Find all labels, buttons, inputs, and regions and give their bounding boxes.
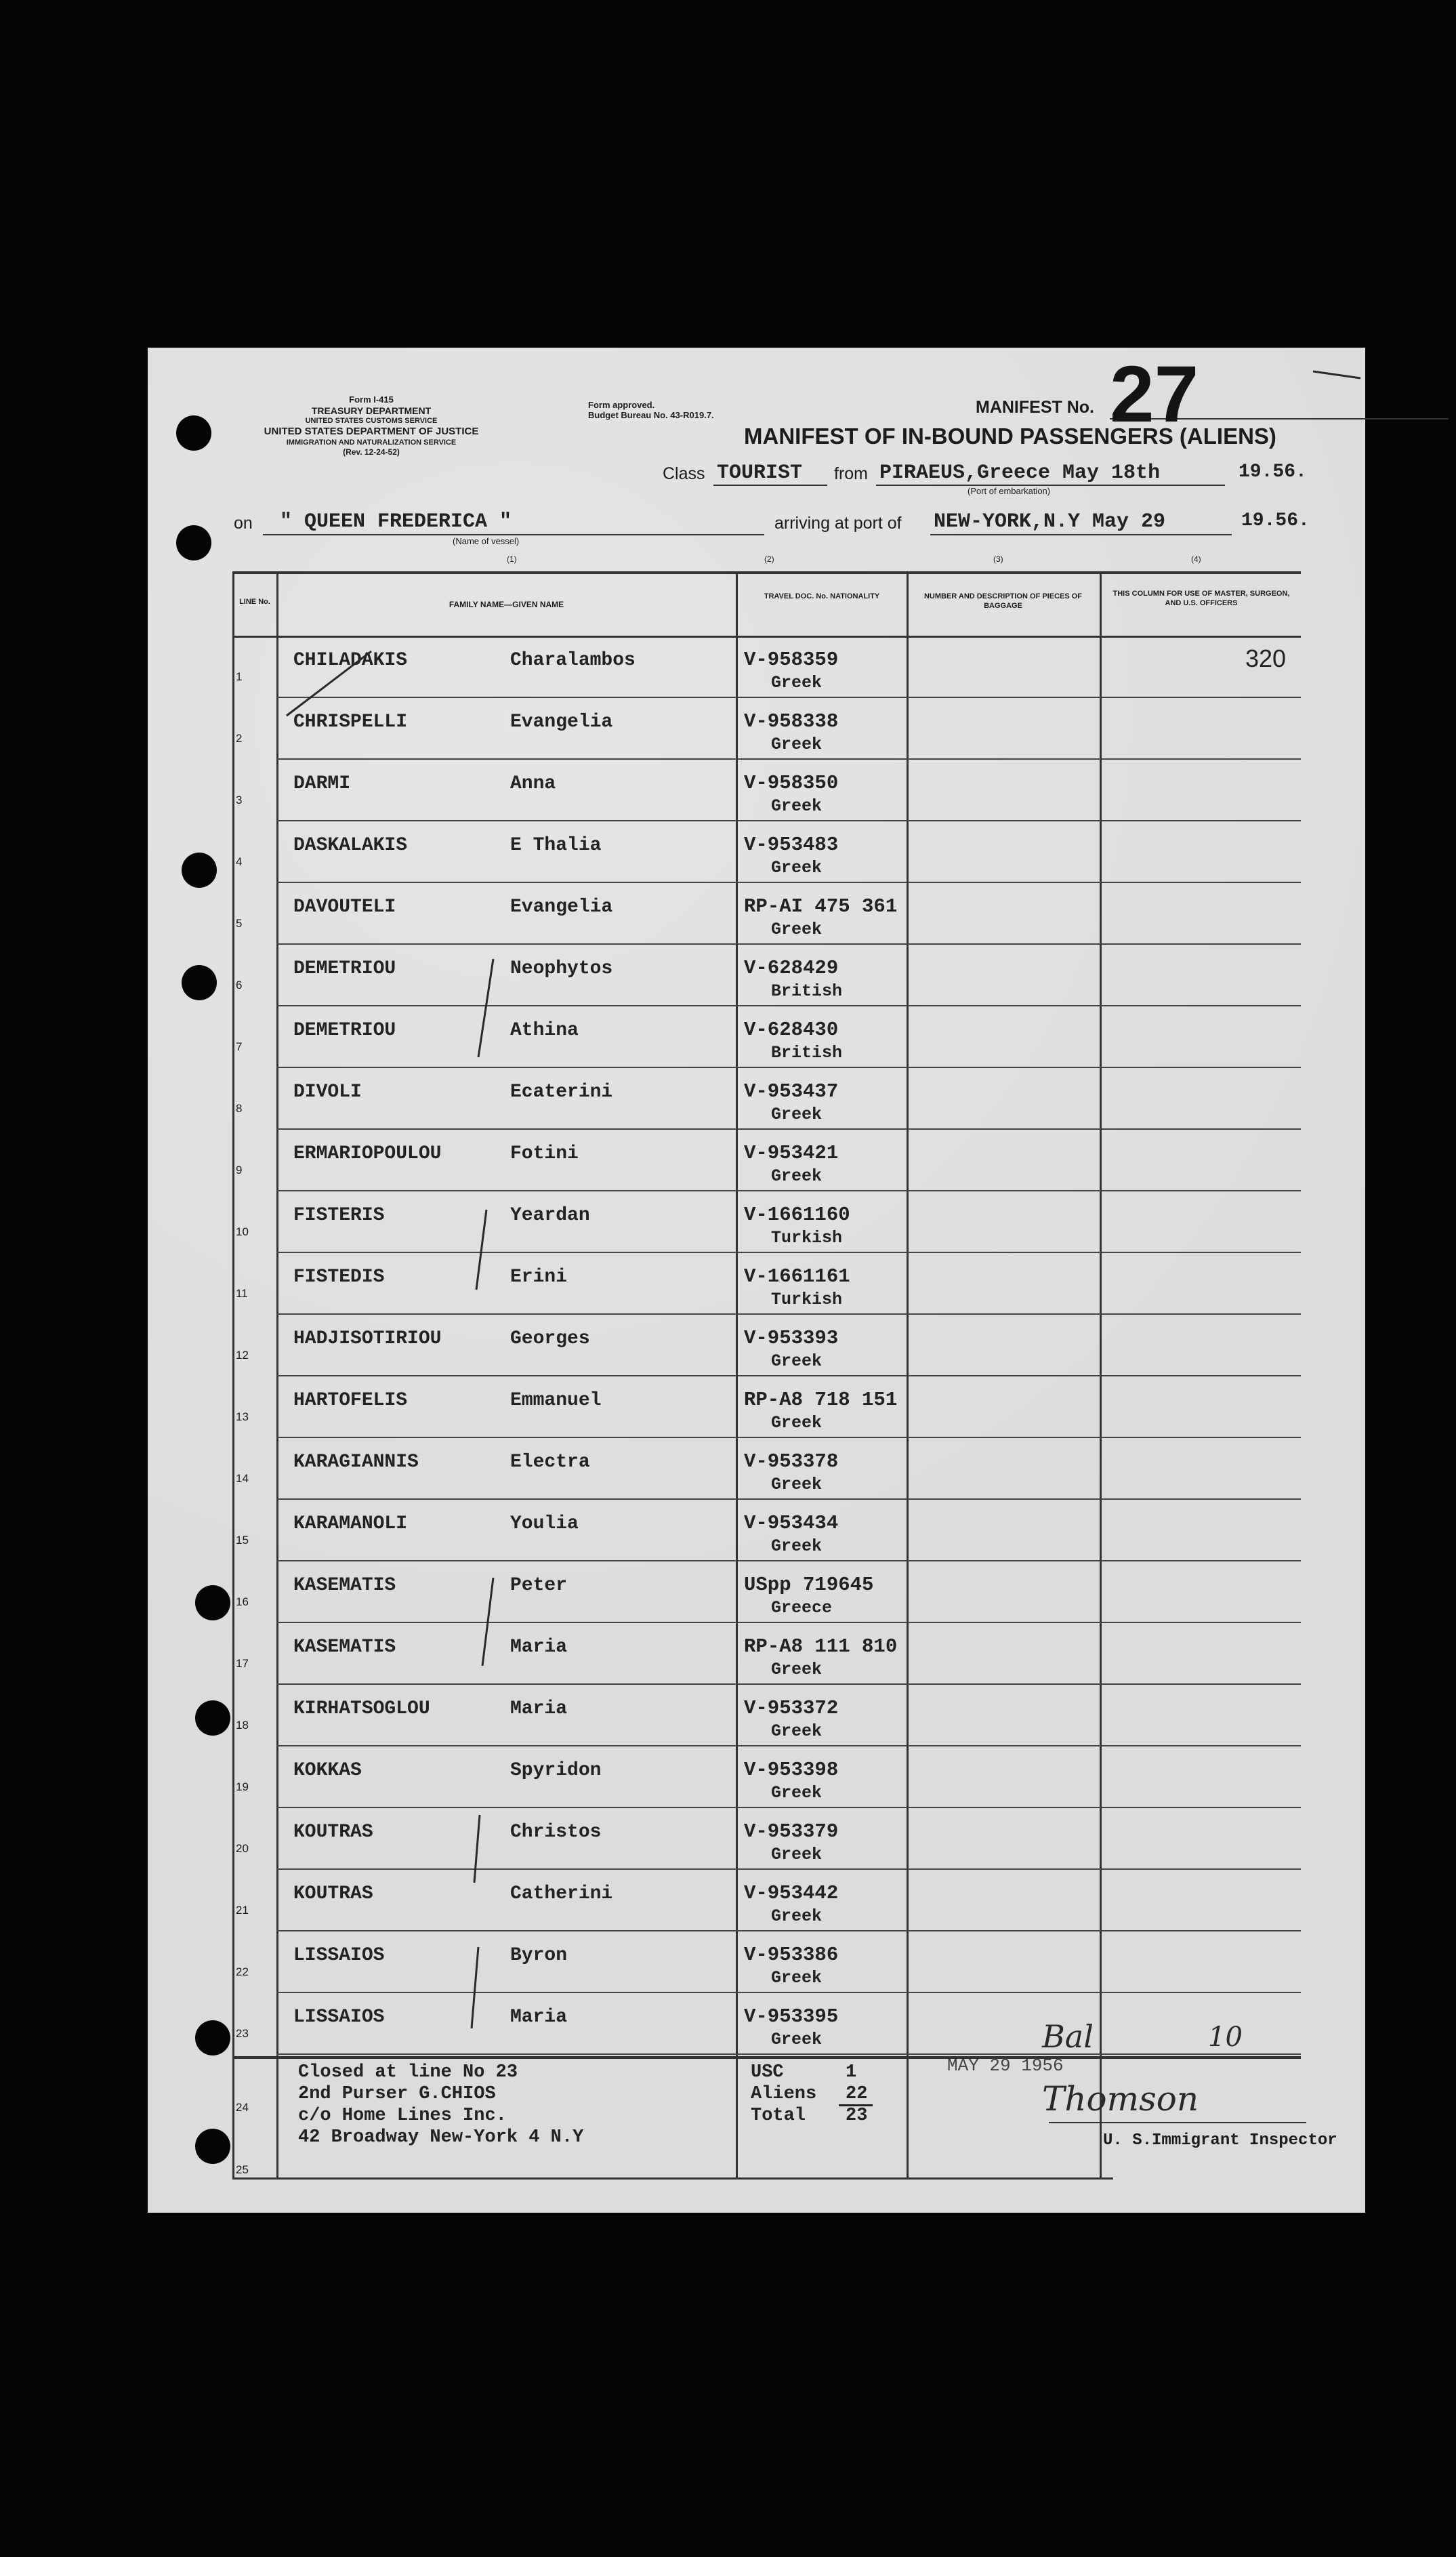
treasury-dept: TREASURY DEPARTMENT (311, 405, 432, 416)
travel-doc-number: V-1661161 (744, 1265, 850, 1288)
vessel-name: " QUEEN FREDERICA " (280, 510, 512, 533)
vessel-caption: (Name of vessel) (453, 536, 520, 546)
travel-doc-number: RP-AI 475 361 (744, 895, 898, 918)
totals-value-aliens: 22 (846, 2084, 868, 2104)
given-name: Fotini (510, 1143, 579, 1164)
family-name: KARAGIANNIS (293, 1452, 419, 1473)
line-number: 19 (236, 1780, 249, 1793)
class-label: Class (663, 464, 705, 483)
family-name: KASEMATIS (293, 1575, 396, 1596)
family-name: KOUTRAS (293, 1883, 373, 1904)
nationality: Greek (771, 1968, 823, 1988)
line-number: 9 (236, 1164, 243, 1177)
nationality: Greek (771, 735, 823, 754)
year-two: 19.56. (1241, 510, 1310, 531)
travel-doc-number: V-953393 (744, 1327, 839, 1349)
travel-doc-number: USpp 719645 (744, 1574, 874, 1596)
nationality: Greek (771, 1351, 823, 1371)
nationality: Greece (771, 1598, 833, 1618)
travel-doc-number: V-953379 (744, 1820, 839, 1843)
nationality: Turkish (771, 1228, 843, 1248)
totals-label-usc: USC (751, 2062, 784, 2083)
on-label: on (234, 514, 253, 533)
travel-doc-number: V-953434 (744, 1512, 839, 1534)
family-name: CHRISPELLI (293, 712, 408, 733)
manifest-sheet (148, 348, 1365, 2213)
given-name: Maria (510, 1637, 568, 1658)
given-name: Charalambos (510, 650, 636, 671)
travel-doc-number: V-953437 (744, 1080, 839, 1103)
travel-doc-number: V-1661160 (744, 1204, 850, 1226)
family-name: KOKKAS (293, 1760, 362, 1781)
inspector-title: U. S.Immigrant Inspector (1103, 2131, 1337, 2150)
col-number-1: (1) (507, 554, 517, 564)
line-number: 21 (236, 1904, 249, 1917)
travel-doc-number: V-628429 (744, 957, 839, 979)
closing-line-3: c/o Home Lines Inc. (298, 2106, 507, 2126)
col-number-3: (3) (993, 554, 1003, 564)
family-name: FISTERIS (293, 1205, 385, 1226)
travel-doc-number: V-953372 (744, 1697, 839, 1719)
family-name: LISSAIOS (293, 2007, 385, 2028)
bal-note: Bal (1042, 2018, 1094, 2055)
given-name: Maria (510, 2007, 568, 2028)
totals-label-aliens: Aliens (751, 2084, 817, 2104)
travel-doc-number: RP-A8 111 810 (744, 1635, 898, 1658)
travel-doc-number: V-953421 (744, 1142, 839, 1164)
check-mark (478, 959, 493, 1057)
closing-line-4: 42 Broadway New-York 4 N.Y (298, 2127, 584, 2148)
family-name: KASEMATIS (293, 1637, 396, 1658)
given-name: Emmanuel (510, 1390, 602, 1411)
given-name: Spyridon (510, 1760, 602, 1781)
family-name: FISTEDIS (293, 1267, 385, 1288)
line-number: 3 (236, 794, 243, 806)
travel-doc-number: V-958350 (744, 772, 839, 794)
line-number: 20 (236, 1842, 249, 1855)
check-mark (482, 1578, 493, 1666)
given-name: Evangelia (510, 897, 613, 918)
nationality: Greek (771, 796, 823, 816)
nationality: Greek (771, 920, 823, 939)
given-name: Catherini (510, 1883, 613, 1904)
given-name: Peter (510, 1575, 568, 1596)
form-number: Form I-415 (349, 394, 394, 405)
inspector-signature: Thomson (1042, 2079, 1199, 2119)
form-revision: (Rev. 12-24-52) (343, 447, 400, 457)
header-officers: THIS COLUMN FOR USE OF MASTER, SURGEON, AND U.S. OFFICERS (1112, 590, 1290, 607)
given-name: Georges (510, 1328, 590, 1349)
family-name: HADJISOTIRIOU (293, 1328, 442, 1349)
travel-doc-number: V-953398 (744, 1759, 839, 1781)
given-name: Yeardan (510, 1205, 590, 1226)
given-name: Maria (510, 1698, 568, 1719)
family-name: DEMETRIOU (293, 958, 396, 979)
nationality: Turkish (771, 1290, 843, 1309)
nationality: Greek (771, 673, 823, 693)
travel-doc-number: V-953442 (744, 1882, 839, 1904)
given-name: Athina (510, 1020, 579, 1041)
manifest-title: MANIFEST OF IN-BOUND PASSENGERS (ALIENS) (744, 424, 1276, 449)
check-mark (472, 1947, 478, 2028)
family-name: DIVOLI (293, 1082, 362, 1103)
header-travel-doc: TRAVEL DOC. No. NATIONALITY (764, 592, 880, 600)
form-approved: Form approved. (588, 400, 655, 410)
given-name: Byron (510, 1945, 568, 1966)
line-number: 17 (236, 1657, 249, 1670)
year-one: 19.56. (1239, 462, 1307, 483)
family-name: DAVOUTELI (293, 897, 396, 918)
family-name: DASKALAKIS (293, 835, 408, 856)
given-name: E Thalia (510, 835, 602, 856)
line-number: 12 (236, 1349, 249, 1362)
line-number: 4 (236, 855, 243, 868)
family-name: KARAMANOLI (293, 1513, 408, 1534)
family-name: DEMETRIOU (293, 1020, 396, 1041)
given-name: Erini (510, 1267, 568, 1288)
nationality: Greek (771, 1475, 823, 1494)
check-mark (474, 1815, 480, 1883)
nationality: British (771, 981, 843, 1001)
date-stamp: MAY 29 1956 (947, 2055, 1064, 2076)
line-number: 23 (236, 2027, 249, 2040)
check-mark (287, 651, 371, 716)
closing-line-1: Closed at line No 23 (298, 2062, 518, 2083)
line-number: 10 (236, 1225, 249, 1238)
given-name: Christos (510, 1822, 602, 1843)
nationality: Greek (771, 1105, 823, 1124)
travel-doc-number: V-953378 (744, 1450, 839, 1473)
family-name: KIRHATSOGLOU (293, 1698, 430, 1719)
col-number-4: (4) (1191, 554, 1201, 564)
travel-doc-number: V-958359 (744, 649, 839, 671)
check-mark (476, 1210, 486, 1290)
travel-doc-number: V-628430 (744, 1019, 839, 1041)
travel-doc-number: RP-A8 718 151 (744, 1389, 898, 1411)
line-number: 16 (236, 1595, 249, 1608)
nationality: Greek (771, 2030, 823, 2049)
line-number: 11 (236, 1287, 248, 1300)
given-name: Evangelia (510, 712, 613, 733)
from-value: PIRAEUS,Greece May 18th (879, 462, 1161, 485)
travel-doc-number: V-953395 (744, 2005, 839, 2028)
nationality: Greek (771, 1783, 823, 1803)
nationality: British (771, 1043, 843, 1063)
class-value: TOURIST (717, 462, 803, 485)
nationality: Greek (771, 1660, 823, 1679)
ins-line: IMMIGRATION AND NATURALIZATION SERVICE (286, 438, 457, 447)
family-name: HARTOFELIS (293, 1390, 408, 1411)
header-baggage: NUMBER AND DESCRIPTION OF PIECES OF BAGGAGE (923, 592, 1083, 610)
given-name: Youlia (510, 1513, 579, 1534)
travel-doc-number: V-953483 (744, 834, 839, 856)
nationality: Greek (771, 1413, 823, 1433)
totals-value-usc: 1 (846, 2062, 857, 2083)
customs-service: UNITED STATES CUSTOMS SERVICE (305, 417, 438, 425)
travel-doc-number: V-953386 (744, 1944, 839, 1966)
line-number: 13 (236, 1410, 249, 1423)
given-name: Electra (510, 1452, 590, 1473)
totals-value-total: 23 (846, 2106, 868, 2126)
family-name: ERMARIOPOULOU (293, 1143, 442, 1164)
line-number: 8 (236, 1102, 243, 1115)
header-name: FAMILY NAME—GIVEN NAME (449, 600, 564, 609)
nationality: Greek (771, 1721, 823, 1741)
nationality: Greek (771, 1906, 823, 1926)
line-number: 5 (236, 917, 243, 930)
manifest-number: 27 (1110, 350, 1199, 439)
nationality: Greek (771, 858, 823, 878)
line-number: 7 (236, 1040, 243, 1053)
family-name: KOUTRAS (293, 1822, 373, 1843)
nationality: Greek (771, 1166, 823, 1186)
line-number: 2 (236, 732, 243, 745)
travel-doc-number: V-958338 (744, 710, 839, 733)
header-line-no: LINE No. (239, 598, 270, 606)
line-number: 1 (236, 670, 243, 683)
corner-mark (1313, 371, 1360, 378)
budget-bureau: Budget Bureau No. 43-R019.7. (588, 410, 714, 420)
officer-note: 320 (1245, 645, 1287, 672)
arrival-port: NEW-YORK,N.Y May 29 (934, 510, 1166, 533)
justice-dept: UNITED STATES DEPARTMENT OF JUSTICE (264, 426, 479, 437)
given-name: Neophytos (510, 958, 613, 979)
arriving-label: arriving at port of (774, 514, 902, 533)
given-name: Anna (510, 773, 556, 794)
given-name: Ecaterini (510, 1082, 613, 1103)
closing-line-2: 2nd Purser G.CHIOS (298, 2084, 496, 2104)
line-number: 22 (236, 1965, 249, 1978)
line-number: 18 (236, 1719, 249, 1732)
manifest-no-label: MANIFEST No. (976, 398, 1094, 417)
line-number: 14 (236, 1472, 249, 1485)
line-number: 15 (236, 1534, 249, 1547)
line-number: 25 (236, 2163, 249, 2176)
totals-label-total: Total (751, 2106, 806, 2126)
from-label: from (834, 464, 868, 483)
family-name: LISSAIOS (293, 1945, 385, 1966)
port-embark-caption: (Port of embarkation) (968, 486, 1051, 496)
nationality: Greek (771, 1845, 823, 1864)
family-name: DARMI (293, 773, 351, 794)
check-marks (148, 348, 1365, 2213)
line-number: 24 (236, 2101, 249, 2114)
nationality: Greek (771, 1536, 823, 1556)
col-number-2: (2) (764, 554, 774, 564)
bal-value: 10 (1208, 2022, 1243, 2053)
line-number: 6 (236, 979, 243, 991)
family-name: CHILADAKIS (293, 650, 408, 671)
